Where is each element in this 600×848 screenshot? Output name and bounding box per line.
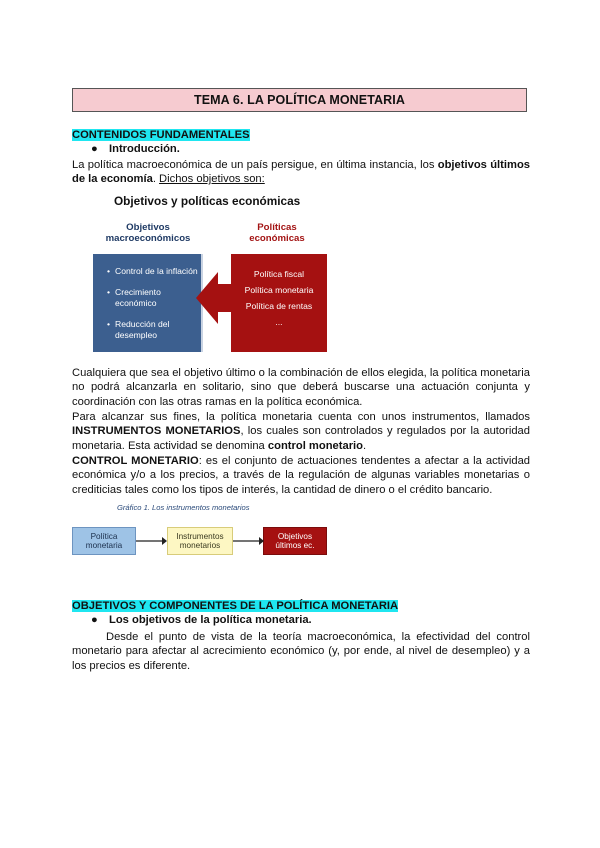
- para-bold-text: CONTROL MONETARIO: [72, 455, 199, 467]
- figure1-policies-box: [231, 254, 327, 352]
- section-heading-objetivos: [72, 600, 398, 612]
- bullet-text: Introducción.: [109, 143, 180, 155]
- right-arrow-icon: [136, 534, 168, 548]
- figure2-box-politica: Política monetaria: [72, 527, 136, 555]
- objective-item: • Crecimiento económico: [107, 287, 201, 309]
- para-underlined-text: Dichos objetivos son:: [159, 173, 265, 186]
- policy-item: Política de rentas: [245, 301, 313, 311]
- policy-item: Política monetaria: [244, 285, 314, 295]
- figure2-box-instrumentos: Instrumentos monetarios: [167, 527, 233, 555]
- para-text: .: [363, 439, 367, 452]
- section-heading-text: OBJETIVOS Y COMPONENTES DE LA POLÍTICA MONETARIA: [72, 600, 399, 612]
- bullet-dot-icon: ●: [91, 143, 98, 155]
- para-text: .: [152, 173, 160, 186]
- para-text: , los cuales son controlados y regulados por la autoridad monetaria. Esta actividad se denomina: [72, 425, 531, 452]
- figure2-title: Gráfico 1. Los instrumentos monetarios: [117, 503, 250, 512]
- figure1-objectives-box: [93, 254, 203, 352]
- policy-item: ...: [275, 317, 283, 327]
- bullet-dot-icon: ●: [91, 614, 98, 626]
- section-heading-contenidos: [72, 129, 250, 141]
- para-text: La política macroeconómica de un país persigue, en última instancia, los: [72, 159, 438, 171]
- bullet-text: Los objetivos de la política monetaria.: [109, 614, 312, 626]
- para-bold-text: de la economía: [72, 173, 153, 186]
- objective-item: • Control de la inflación: [107, 266, 201, 277]
- figure1-title: Objetivos y políticas económicas: [114, 194, 301, 208]
- para-bold-text: control monetario: [267, 439, 363, 452]
- paragraph-instrumentos: [72, 410, 530, 453]
- para-text: : es el conjunto de actuaciones tendentes a afectar a la actividad económica y/o a los precios, a través de la regulación de algunas variables monetarias o crediticias tales como los tipos de interés, la cantidad de dinero o el crédito bancario.: [72, 455, 531, 496]
- para-bold-text: INSTRUMENTOS MONETARIOS: [72, 425, 241, 438]
- bullet-introduccion: [91, 143, 180, 155]
- figure1-right-heading: Políticas económicas: [249, 222, 305, 244]
- paragraph-intro: [72, 158, 530, 187]
- paragraph-efectividad: Desde el punto de vista de la teoría macroeconómica, la efectividad del control monetario para afectar al acrecimiento económico (y, por ende, al nivel de desempleo) y a los precios es diferente.: [72, 631, 530, 672]
- policy-item: Política fiscal: [253, 269, 305, 279]
- para-bold-text: objetivos últimos: [437, 159, 530, 171]
- page-title: [72, 88, 527, 112]
- page-title-text: TEMA 6. LA POLÍTICA MONETARIA: [194, 93, 405, 107]
- figure2-box-objetivos: Objetivos últimos ec.: [263, 527, 327, 555]
- right-arrow-icon: [233, 534, 265, 548]
- paragraph-control-monetario: [72, 454, 530, 497]
- bullet-objetivos: [91, 614, 312, 626]
- left-arrow-icon: [196, 270, 236, 326]
- paragraph-coordinacion: Cualquiera que sea el objetivo último o la combinación de ellos elegida, la política monetaria no podrá alcanzarla en solitario, sino que deberá buscarse una actuación conjunta y coordinación con las otras ramas en la política económica.: [72, 367, 530, 408]
- para-text: Para alcanzar sus fines, la política monetaria cuenta con unos instrumentos, llamados: [72, 411, 530, 423]
- section-heading-text: CONTENIDOS FUNDAMENTALES: [72, 129, 250, 141]
- figure1-left-heading: Objetivos macroeconómicos: [105, 222, 191, 244]
- objective-item: • Reducción del desempleo: [107, 319, 201, 341]
